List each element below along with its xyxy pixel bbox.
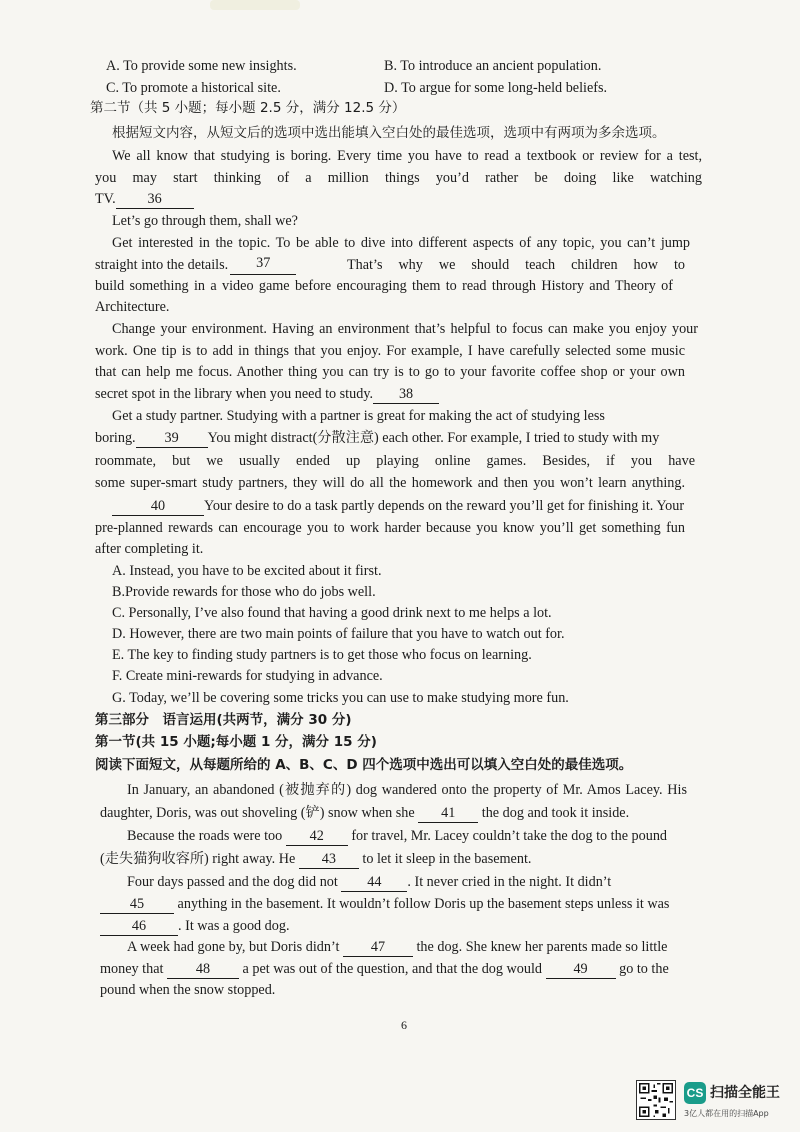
blank-39[interactable]: 39 (136, 430, 208, 448)
p3-line3: build something in a video game before encouraging them to read through History and Theory of (95, 278, 673, 294)
option-a: A. To provide some new insights. (106, 58, 297, 74)
option-b: B. To introduce an ancient population. (384, 58, 602, 74)
blank-41[interactable]: 41 (418, 805, 478, 823)
p4-line4: secret spot in the library when you need to study. 38 (95, 384, 439, 404)
choice-g: G. Today, we’ll be covering some tricks you can use to make studying more fun. (112, 690, 569, 706)
blank-46[interactable]: 46 (100, 918, 178, 936)
blank-48[interactable]: 48 (167, 961, 239, 979)
cloze-p1-line2: daughter, Doris, was out shoveling (铲) snow when she 41 the dog and took it inside. (100, 805, 630, 821)
blank-43[interactable]: 43 (299, 851, 359, 869)
p5-line3: roommate, but we usually ended up playing online games. Besides, if you have (95, 453, 695, 469)
p3-line4: Architecture. (95, 299, 170, 315)
p5-line4: some super-smart study partners, they will do all the homework and then you won’t learn anything. (95, 475, 685, 491)
choice-b: B.Provide rewards for those who do jobs well. (112, 584, 376, 600)
section2-instruction: 根据短文内容，从短文后的选项中选出能填入空白处的最佳选项，选项中有两项为多余选项。 (112, 125, 666, 141)
p4-line2: work. One tip is to add in things that you enjoy. For example, I have carefully selected some music (95, 343, 685, 359)
cloze-p4-line2: money that 48 a pet was out of the question, and that the dog would 49 go to the (100, 961, 669, 977)
cloze-p2-line2: (走失猫狗收容所) right away. He 43 to let it sleep in the basement. (100, 851, 532, 867)
section2-heading: 第二节（共 5 小题；每小题 2.5 分，满分 12.5 分） (90, 100, 406, 116)
blank-38[interactable]: 38 (373, 386, 439, 404)
p4-line1: Change your environment. Having an environment that’s helpful to focus can make you enjoy your (112, 321, 698, 337)
cloze-p4-line1: A week had gone by, but Doris didn’t 47 the dog. She knew her parents made so little (127, 939, 668, 955)
p1-line2: you may start thinking of a million things you’d rather be doing like watching (95, 170, 702, 186)
blank-42[interactable]: 42 (286, 828, 348, 846)
choice-a: A. Instead, you have to be excited about it first. (112, 563, 382, 579)
blank-40[interactable]: 40 (112, 498, 204, 516)
blank-37[interactable]: 37 (230, 255, 296, 275)
qr-code-icon (636, 1080, 676, 1120)
p6-line2: pre-planned rewards can encourage you to work harder because you know you’ll get something fun (95, 520, 685, 536)
blank-47[interactable]: 47 (343, 939, 413, 957)
option-c: C. To promote a historical site. (106, 80, 281, 96)
camscanner-logo-icon: CS (684, 1082, 706, 1104)
cloze-p3-line2: 45 anything in the basement. It wouldn’t follow Doris up the basement steps unless it was (100, 894, 669, 914)
p6-line1: 40 Your desire to do a task partly depends on the reward you’ll get for finishing it. Your (112, 496, 684, 516)
scanner-tagline: 3亿人都在用的扫描App (684, 1109, 769, 1118)
p5-line2: boring. 39 You might distract(分散注意) each other. For example, I tried to study with my (95, 430, 660, 446)
choice-c: C. Personally, I’ve also found that having a good drink next to me helps a lot. (112, 605, 552, 621)
blank-49[interactable]: 49 (546, 961, 616, 979)
blank-45[interactable]: 45 (100, 896, 174, 914)
option-d: D. To argue for some long-held beliefs. (384, 80, 608, 96)
blank-36[interactable]: 36 (116, 191, 194, 209)
scanner-watermark (636, 1078, 796, 1124)
p4-line3: that can help me focus. Another thing you can try is to go to your favorite coffee shop or your own (95, 364, 685, 380)
part3-section1: 第一节(共 15 小题;每小题 1 分，满分 15 分) (95, 734, 377, 750)
blank-44[interactable]: 44 (341, 874, 407, 892)
p2: Let’s go through them, shall we? (112, 213, 298, 229)
p5-line1: Get a study partner. Studying with a partner is great for making the act of studying less (112, 408, 605, 424)
scanner-app-name: 扫描全能王 (710, 1085, 780, 1101)
p3-line1: Get interested in the topic. To be able to dive into different aspects of any topic, you can’t jump (112, 235, 690, 251)
scan-smudge (210, 0, 300, 10)
page-number: 6 (401, 1018, 407, 1032)
cloze-p1-line1: In January, an abandoned (被抛弃的) dog wandered onto the property of Mr. Amos Lacey. His (127, 782, 687, 798)
choice-e: E. The key to finding study partners is to get those who focus on learning. (112, 647, 532, 663)
choice-d: D. However, there are two main points of failure that you have to watch out for. (112, 626, 565, 642)
cloze-p3-line3: 46 . It was a good dog. (100, 916, 290, 936)
choice-f: F. Create mini-rewards for studying in advance. (112, 668, 383, 684)
p3-line2: straight into the details. 37 That’s why we should teach children how to (95, 255, 685, 273)
part3-heading: 第三部分 语言运用(共两节，满分 30 分) (95, 712, 352, 728)
cloze-p3-line1: Four days passed and the dog did not 44 . It never cried in the night. It didn’t (127, 874, 612, 890)
p6-line3: after completing it. (95, 541, 204, 557)
p1-line1: We all know that studying is boring. Every time you have to read a textbook or review for a test, (112, 148, 702, 164)
part3-instruction: 阅读下面短文，从每题所给的 A、B、C、D 四个选项中选出可以填入空白处的最佳选项。 (95, 757, 633, 773)
cloze-p4-line3: pound when the snow stopped. (100, 982, 276, 998)
p1-line3: TV. 36 (95, 189, 194, 209)
cloze-p2-line1: Because the roads were too 42 for travel, Mr. Lacey couldn’t take the dog to the pound (127, 828, 668, 844)
